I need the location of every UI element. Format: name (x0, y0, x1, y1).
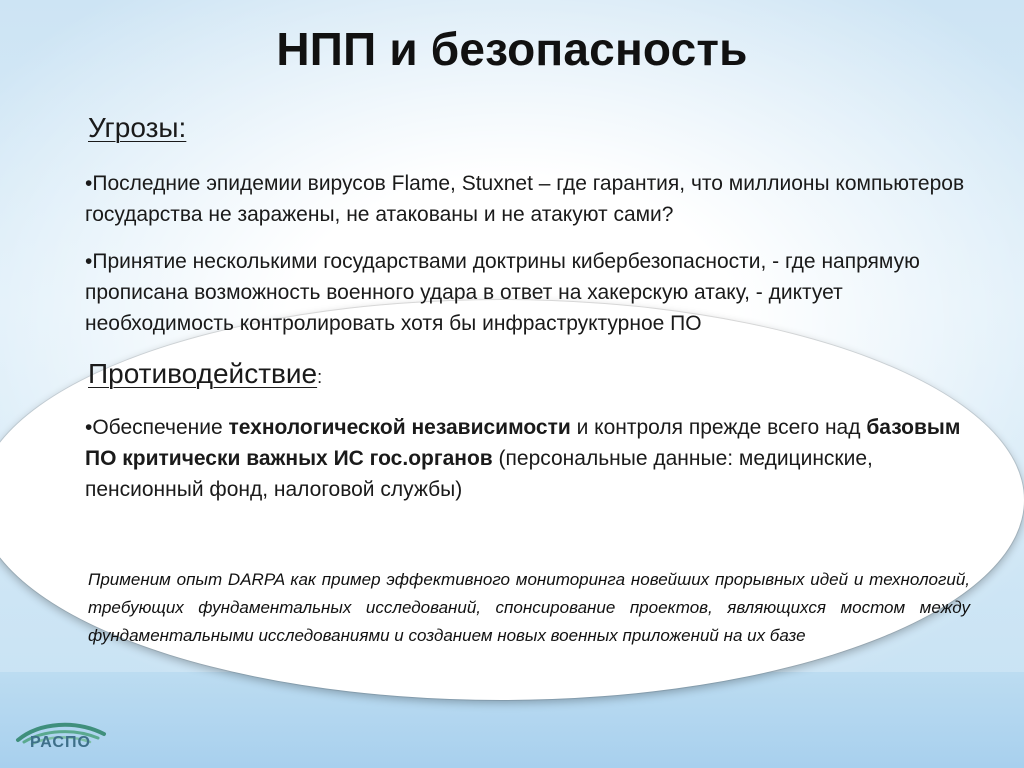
threats-bullet-2: •Принятие несколькими государствами доктрины кибербезопасности, - где напрямую прописана возможность военного удара в ответ на хакерскую атаку, - диктует необходимость контролировать хотя бы инфраструктурное ПО (85, 250, 920, 335)
countermeasures-heading (88, 358, 322, 390)
darpa-note: Применим опыт DARPA как пример эффективного мониторинга новейших прорывных идей и технологий, требующих фундаментальных исследований, спонсирование проектов, являющихся мостом между фундаментальными исследованиями и созданием новых военных приложений на их базе (88, 570, 970, 645)
threats-heading: Угрозы: (88, 112, 187, 143)
bullet-text-suffix: (персональные данные: медицинские, пенсионный фонд, налоговой службы) (85, 447, 873, 501)
bullet-text-mid: и контроля прежде всего над (570, 416, 867, 439)
slide-title: НПП и безопасность (276, 23, 748, 75)
raspo-logo-text: РАСПО (30, 734, 91, 751)
countermeasures-heading-colon: : (317, 367, 323, 387)
bullet-text-prefix: •Обеспечение (85, 416, 229, 439)
bullet-bold-base-software: базовым ПО критически важных ИС гос.органов (85, 416, 961, 470)
countermeasures-bullet (85, 412, 975, 505)
bullet-bold-tech-independence: технологической независимости (228, 416, 571, 439)
threats-bullet-1: •Последние эпидемии вирусов Flame, Stuxnet – где гарантия, что миллионы компьютеров государства не заражены, не атакованы и не атакуют сами? (85, 172, 965, 226)
countermeasures-heading-text: Противодействие (88, 358, 318, 389)
